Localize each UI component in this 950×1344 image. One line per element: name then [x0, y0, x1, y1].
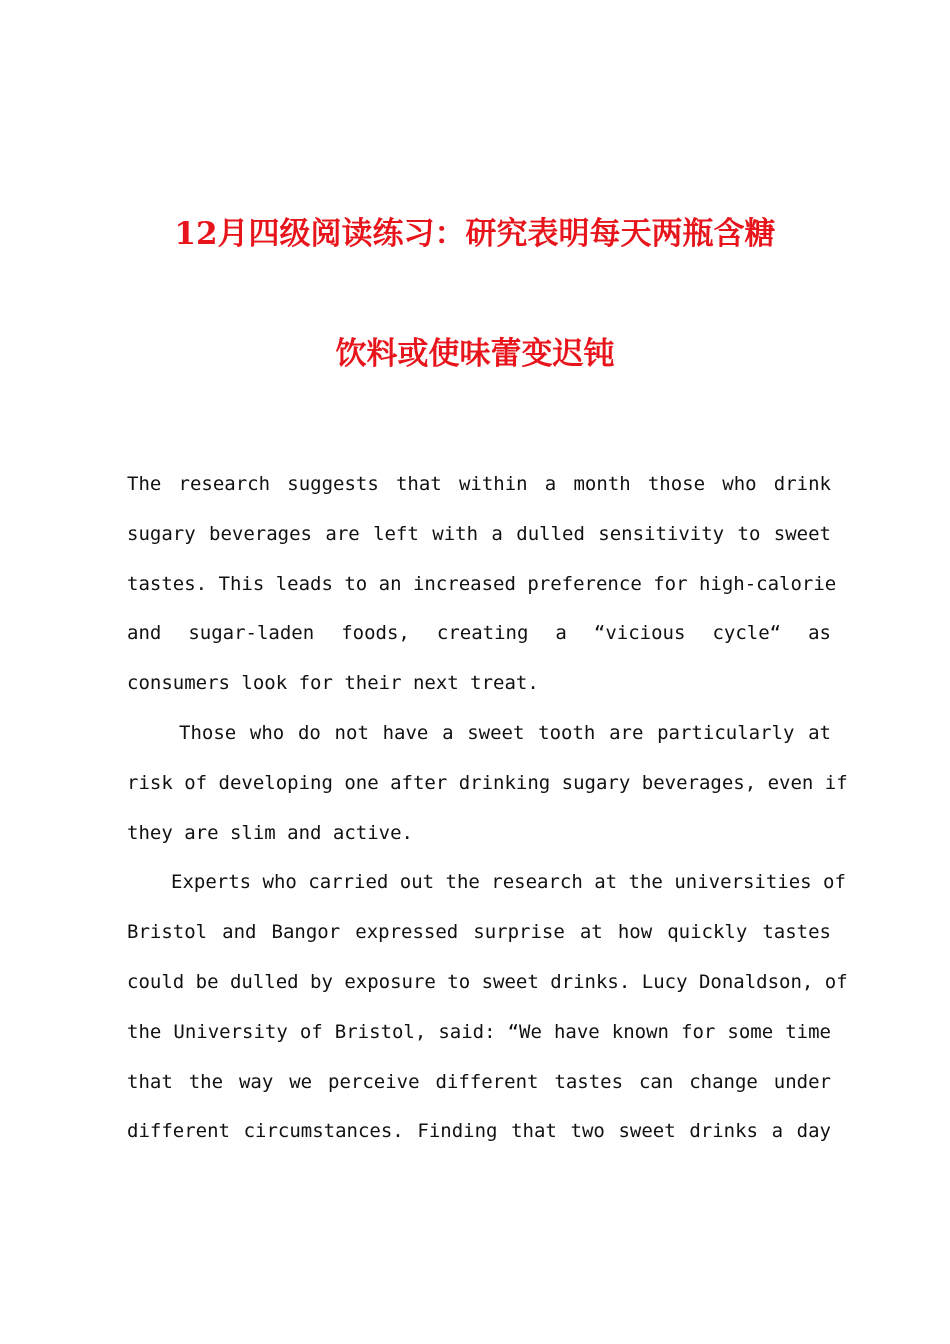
- paragraph-3: [127, 858, 848, 1157]
- text-line: Bristol and Bangor expressed surprise at how quickly tastes: [127, 921, 831, 944]
- text-line: and sugar-laden foods, creating a “vicious cycle“ as: [127, 622, 831, 645]
- paragraph-1: [127, 460, 837, 709]
- text-line: The research suggests that within a month those who drink: [127, 473, 831, 495]
- text-line: Those who do not have a sweet tooth are particularly at: [179, 721, 831, 744]
- paragraph-2: [127, 709, 848, 858]
- text-line: tastes. This leads to an increased preference for high-calorie: [127, 572, 837, 595]
- text-line: the University of Bristol, said: “We have known for some time: [127, 1020, 831, 1043]
- text-line: they are slim and active.: [127, 821, 413, 844]
- text-line: consumers look for their next treat.: [127, 672, 539, 695]
- text-line: different circumstances. Finding that two sweet drinks a day: [127, 1120, 831, 1143]
- text-line: risk of developing one after drinking sugary beverages, even if: [127, 771, 848, 794]
- article-body: [127, 460, 848, 1157]
- text-line: sugary beverages are left with a dulled sensitivity to sweet: [127, 522, 831, 545]
- text-line: that the way we perceive different tastes can change under: [127, 1070, 831, 1093]
- page-title-line-2: 饮料或使味蕾变迟钝: [335, 336, 615, 372]
- text-line: Experts who carried out the research at the universities of: [171, 871, 846, 894]
- text-line: could be dulled by exposure to sweet drinks. Lucy Donaldson, of: [127, 970, 848, 993]
- page-title-line-1: 12月四级阅读练习：研究表明每天两瓶含糖: [174, 216, 776, 252]
